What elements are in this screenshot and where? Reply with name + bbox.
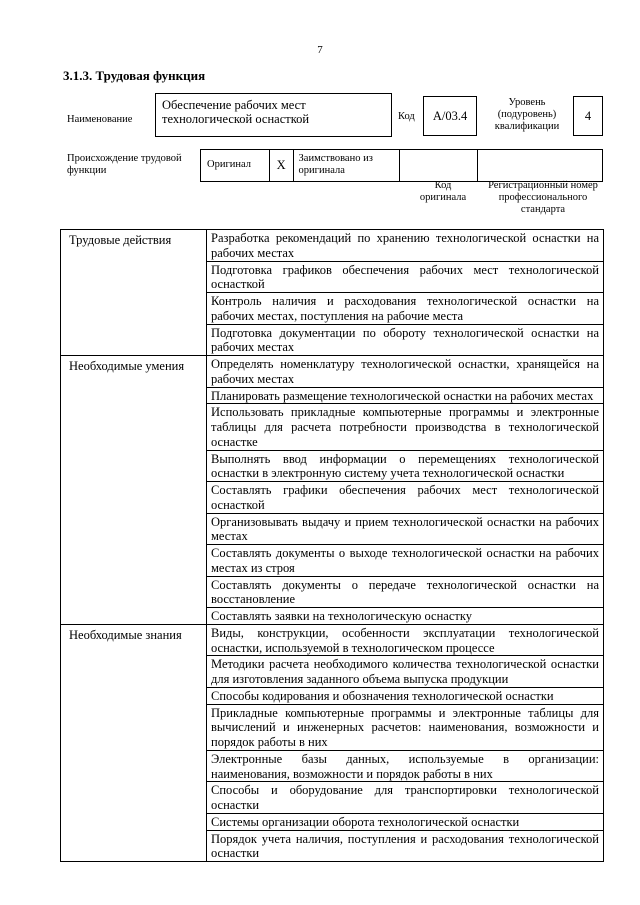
table-row	[61, 356, 604, 388]
section-name: Трудовые действия	[61, 230, 207, 356]
section-item: Составлять документы о передаче технологической оснастки на восстановление	[207, 576, 604, 608]
table-row	[61, 230, 604, 262]
section-name: Необходимые знания	[61, 624, 207, 861]
level-value: 4	[573, 96, 603, 136]
section-item: Планировать размещение технологической оснастки на рабочих местах	[207, 387, 604, 404]
function-table	[60, 229, 604, 862]
code-original-cell	[400, 150, 478, 181]
section-item: Выполнять ввод информации о перемещениях технологической оснастки в электронную систему учета технологической оснастки	[207, 450, 604, 482]
section-item: Определять номенклатуру технологической оснастки, хранящейся на рабочих местах	[207, 356, 604, 388]
borrowed-label: Заимствовано из оригинала	[294, 150, 401, 181]
section-name: Необходимые умения	[61, 356, 207, 625]
table-row	[61, 624, 604, 656]
reg-number-cell	[478, 150, 602, 181]
code-original-label: Код оригинала	[419, 180, 467, 204]
section-item: Системы организации оборота технологической оснастки	[207, 813, 604, 830]
section-item: Подготовка графиков обеспечения рабочих мест технологической оснасткой	[207, 261, 604, 293]
section-item: Контроль наличия и расходования технологической оснастки на рабочих местах, поступления на рабочие места	[207, 293, 604, 325]
reg-number-label: Регистрационный номер профессионального стандарта	[488, 180, 598, 216]
section-item: Составлять заявки на технологическую оснастку	[207, 608, 604, 625]
section-item: Использовать прикладные компьютерные программы и электронные таблицы для расчета потребности производства в технологической оснастке	[207, 404, 604, 450]
section-item: Порядок учета наличия, поступления и расходования технологической оснастки	[207, 830, 604, 862]
section-item: Прикладные компьютерные программы и электронные таблицы для вычислений и инженерных расчетов: наименования, возможности и порядок работы в них	[207, 704, 604, 750]
code-label: Код	[398, 111, 415, 122]
original-mark: X	[270, 150, 294, 181]
original-label: Оригинал	[201, 150, 270, 181]
section-item: Электронные базы данных, используемые в организации: наименования, возможности и порядок работы в них	[207, 750, 604, 782]
section-item: Способы кодирования и обозначения технологической оснастки	[207, 687, 604, 704]
origin-table	[200, 149, 603, 182]
section-item: Виды, конструкции, особенности эксплуатации технологической оснастки, используемой в технологическом процессе	[207, 624, 604, 656]
page-number: 7	[317, 44, 323, 56]
level-label: Уровень (подуровень) квалификации	[494, 97, 560, 133]
section-title: 3.1.3. Трудовая функция	[63, 68, 206, 83]
section-item: Способы и оборудование для транспортировки технологической оснастки	[207, 782, 604, 814]
name-value: Обеспечение рабочих мест технологической оснасткой	[155, 93, 392, 137]
section-item: Подготовка документации по обороту технологической оснастки на рабочих местах	[207, 324, 604, 356]
name-label: Наименование	[67, 114, 133, 125]
section-item: Организовывать выдачу и прием технологической оснастки на рабочих местах	[207, 513, 604, 545]
section-item: Разработка рекомендаций по хранению технологической оснастки на рабочих местах	[207, 230, 604, 262]
section-item: Составлять документы о выходе технологической оснастки на рабочих местах из строя	[207, 545, 604, 577]
section-item: Методики расчета необходимого количества технологической оснастки для изготовления заданного объема выпуска продукции	[207, 656, 604, 688]
code-value: A/03.4	[423, 96, 477, 136]
section-item: Составлять графики обеспечения рабочих мест технологической оснасткой	[207, 482, 604, 514]
origin-label: Происхождение трудовой функции	[67, 153, 182, 177]
